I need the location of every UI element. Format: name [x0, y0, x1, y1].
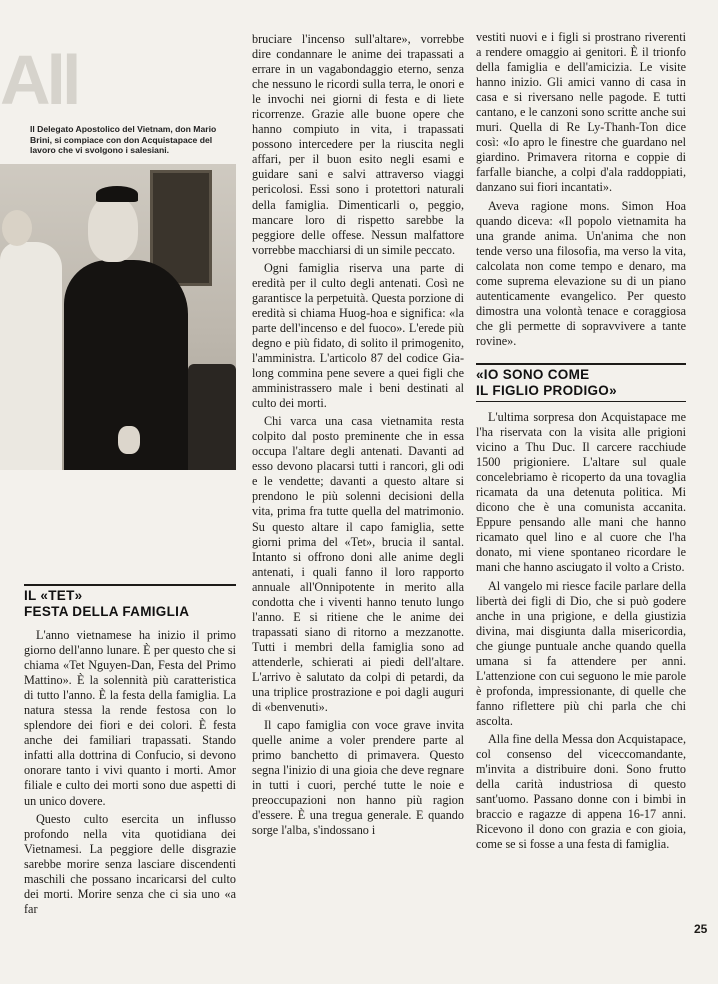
photo-caption: Il Delegato Apostolico del Vietnam, don Mario Brini, si compiace con don Acquistapace del lavoro che vi svolgono i salesiani.	[30, 124, 217, 156]
section-heading-tet	[24, 584, 236, 620]
article-column-3	[476, 30, 686, 855]
paragraph: bruciare l'incenso sull'altare», vorrebbe dire condannare le anime dei trapassati a errare in un vagabondaggio eterno, senza che nessuno le ricordi sulla terra, le onori e le invochi nei giorni di festa e di liete ricorrenze. Grazie alle buone opere che hanno compiuto in vita, i trapassati possono intercedere per la riuscita negli affari, per il buon esito negli esami e guidare sani e salvi attraverso viaggi pericolosi. Essi sono i protettori naturali della famiglia. Dimenticarli o, peggio, mancare loro di rispetto sarebbe la peggiore delle offese. Nessun malfattore vorrebbe macchiarsi di un simile peccato.	[252, 32, 464, 257]
page-number: 25	[694, 922, 708, 936]
photo-delegate-meeting	[0, 164, 236, 470]
section-heading-prodigo	[476, 363, 686, 402]
article-column-1	[24, 628, 236, 920]
heading-rule	[476, 401, 686, 402]
paragraph: vestiti nuovi e i figli si prostrano riverenti a rendere omaggio ai genitori. È il trionfo della famiglia e dell'amicizia. Le visite hanno inizio. Gli amici vanno di casa in casa e si riversano nelle pagode. E tutti cantano, e le canzoni sono scritte anche sui muri. Quella di Re Ly-Thanh-Ton dice così: «Io apro le finestre che guardano nel giardino. Primavera ritorna e coppie di farfalle bianche, a colpi d'ala raddoppiati, danzano sui fiori incantati».	[476, 30, 686, 195]
photo-chair-shape	[188, 364, 236, 470]
paragraph: Al vangelo mi riesce facile parlare della libertà dei figli di Dio, che si può godere anche in una prigione, e della giustizia divina, mai disgiunta dalla misericordia, che giunge puntuale anche quando quella umana si fa attendere per anni. L'attenzione con cui seguono le mie parole è profonda, impressionante, di quelle che fanno riflettere più chi parla che chi ascolta.	[476, 578, 686, 728]
photo-figure-left	[0, 242, 62, 470]
photo-figure-left-head	[2, 210, 32, 246]
article-column-2	[252, 32, 464, 841]
heading-line: «IO SONO COME	[476, 366, 590, 382]
paragraph: Aveva ragione mons. Simon Hoa quando diceva: «Il popolo vietnamita ha una grande anima. Un'anima che non tende verso una filosofia, ma verso la vita, calcolata non come tempo e denaro, ma come suprema elevazione su di un piano autenticamente evangelico. Per questo dimostra una volontà tenace e coraggiosa che gli permette di sopravvivere a tante rovine».	[476, 198, 686, 348]
paragraph: L'ultima sorpresa don Acquistapace me l'ha riservata con la visita alle prigioni vicino a Thu Duc. Il carcere racchiude 1500 prigioniere. L'altare sul quale concelebriamo è ricoperto da una tovaglia ricamata da una detenuta politica. Mi dicono che è una comunista accanita. Eppure pensando alle mani che hanno ricamato quel lino e al cuore che l'ha donato, mi viene spontaneo ricordare le mani che hanno asciugato il volto a Cristo.	[476, 409, 686, 575]
paragraph: Il capo famiglia con voce grave invita quelle anime a voler prendere parte al primo banchetto di primavera. Questo segna l'inizio di una gioia che deve regnare in tutti i cuori, perché tutte le noie e preoccupazioni non hanno più ragion d'essere. È una tregua generale. E quando sorge l'alba, s'indossano i	[252, 718, 464, 838]
paragraph: Questo culto esercita un influsso profondo nella vita quotidiana dei Vietnamesi. La peggiore delle disgrazie sarebbe morire senza lasciare discendenti maschili che possano incaricarsi del culto dei morti. Morire senza che ci sia uno «a far	[24, 811, 236, 916]
heading-line: IL «TET»	[24, 588, 83, 603]
photo-figure-right-cap	[96, 186, 138, 202]
paragraph: Alla fine della Messa don Acquistapace, col consenso del viceccomandante, m'invita a distribuire doni. Sono frutto della carità industriosa di questo sant'uomo. Passano donne con i bimbi in braccio e ragazze di appena 16-17 anni. Ricevono il dono con grazia e con gioia, come se si fosse a una festa di famiglia.	[476, 731, 686, 852]
photo-figure-right-head	[88, 196, 138, 262]
paragraph: Ogni famiglia riserva una parte di eredità per il culto degli antenati. Così ne garantisce la perpetuità. Questa porzione di eredità si chiama Huog-hoa e significa: «la parte dell'incenso e del fuoco». L'erede più degno e più fidato, di solito il primogenito, l'amministra. L'articolo 87 del codice Gia-long commina pene severe a quei figli che amministrassero male i beni destinati al culto dei morti.	[252, 260, 464, 411]
paragraph: Chi varca una casa vietnamita resta colpito dal posto preminente che in essa occupa l'altare degli antenati. Davanti ad esso devono placarsi tutti i rancori, gli odi e le vendette; davanti a questo altare si prendono le più solenni decisioni della vita, prima fra tutte quella del matrimonio. Su questo altare il capo famiglia, sette giorni prima del «Tet», brucia il santal. Intanto si offrono doni alle anime degli antenati, i quali fanno il loro rapporto annuale all'Onnipotente in merito alla condotta che i viventi hanno tenuto lungo l'anno. E si ritiene che le anime dei trapassati siano di ritorno a mezzanotte. Tutti i membri della famiglia sono ad attenderle, schierati ai piedi dell'altare. L'arrivo è salutato da colpi di petardi, da una triplice prostrazione e poi dagli auguri di «benvenuti».	[252, 414, 464, 715]
heading-line: IL FIGLIO PRODIGO»	[476, 382, 617, 398]
bleed-title-fragment: All	[0, 41, 78, 119]
heading-line: FESTA DELLA FAMIGLIA	[24, 604, 190, 619]
paragraph: L'anno vietnamese ha inizio il primo giorno dell'anno lunare. È per questo che si chiama «Tet Nguyen-Dan, Festa del Primo Mattino». È la solennità più caratteristica di tutto l'anno. È la festa della famiglia. La natura stessa la rende festosa con lo splendore dei fiori e dei colori. È festa anche dei familiari trapassati. Stando infatti alla dottrina di Confucio, si devono onorare tanto i vivi quanto i morti. Amor filiale e culto dei morti sono due aspetti di un unico dovere.	[24, 628, 236, 808]
photo-figure-right-hand	[118, 426, 140, 454]
